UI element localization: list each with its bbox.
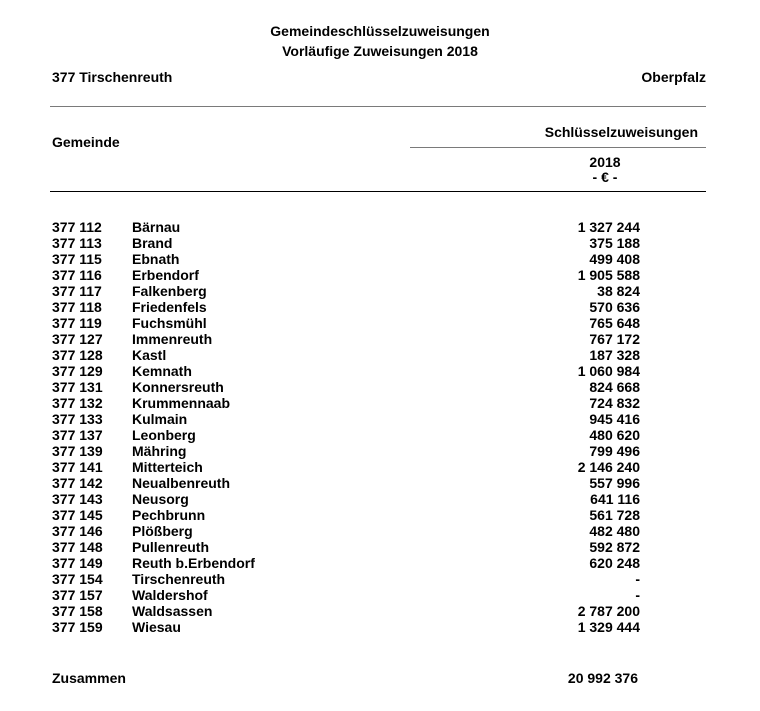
municipality-name: Krummennaab	[132, 395, 231, 411]
allocation-value: 1 327 244	[577, 219, 640, 235]
table-row	[52, 507, 640, 523]
municipality-code: 377 139	[52, 443, 103, 459]
table-row	[52, 427, 640, 443]
allocation-value: 799 496	[589, 443, 640, 459]
table-row	[52, 299, 640, 315]
municipality-code: 377 148	[52, 539, 103, 555]
table-row	[52, 347, 640, 363]
table-row	[52, 267, 640, 283]
table-row	[52, 379, 640, 395]
document-subtitle: Vorläufige Zuweisungen 2018	[282, 43, 478, 59]
municipality-code: 377 145	[52, 507, 103, 523]
allocation-value: 38 824	[597, 283, 640, 299]
municipality-name: Wiesau	[132, 619, 181, 635]
municipality-name: Kulmain	[132, 411, 188, 427]
allocation-value: 375 188	[589, 235, 640, 251]
municipality-name: Immenreuth	[132, 331, 213, 347]
municipality-code: 377 117	[52, 283, 102, 299]
table-row	[52, 523, 640, 539]
allocation-value: 724 832	[589, 395, 640, 411]
municipality-code: 377 128	[52, 347, 103, 363]
municipality-name: Waldsassen	[132, 603, 213, 619]
allocation-value: 482 480	[589, 523, 640, 539]
table-row	[52, 283, 640, 299]
municipality-name: Friedenfels	[132, 299, 207, 315]
column-header-year: 2018	[589, 154, 621, 170]
column-header-unit: - € -	[592, 169, 618, 185]
municipality-name: Kemnath	[132, 363, 192, 379]
table-row	[52, 331, 640, 347]
table-row	[52, 555, 640, 571]
allocation-value: 480 620	[589, 427, 640, 443]
municipality-name: Waldershof	[132, 587, 208, 603]
municipality-code: 377 146	[52, 523, 103, 539]
table-row	[52, 251, 640, 267]
table-row	[52, 235, 640, 251]
municipality-name: Pullenreuth	[132, 539, 210, 555]
table-row	[52, 539, 640, 555]
table-row	[52, 315, 640, 331]
municipality-code: 377 129	[52, 363, 103, 379]
total-value: 20 992 376	[567, 670, 638, 686]
allocation-value: 570 636	[589, 299, 640, 315]
allocation-value: 187 328	[589, 347, 640, 363]
municipality-name: Bärnau	[132, 219, 181, 235]
table-row	[52, 459, 640, 475]
municipality-code: 377 137	[52, 427, 103, 443]
municipality-code: 377 143	[52, 491, 103, 507]
municipality-code: 377 113	[52, 235, 102, 251]
allocation-value: 620 248	[589, 555, 640, 571]
municipality-code: 377 158	[52, 603, 103, 619]
municipality-name: Fuchsmühl	[132, 315, 207, 331]
municipality-code: 377 142	[52, 475, 103, 491]
allocation-value: 499 408	[589, 251, 640, 267]
column-header-schluesselzuweisungen: Schlüsselzuweisungen	[544, 124, 698, 140]
allocation-value: 2 787 200	[577, 603, 640, 619]
municipality-name: Brand	[132, 235, 173, 251]
municipality-name: Erbendorf	[132, 267, 199, 283]
header-divider-top	[50, 106, 706, 107]
municipality-code: 377 127	[52, 331, 103, 347]
table-row	[52, 603, 640, 619]
table-row	[52, 587, 640, 603]
table-row	[52, 571, 640, 587]
table-row	[52, 219, 640, 235]
municipality-name: Ebnath	[132, 251, 180, 267]
municipality-name: Neualbenreuth	[132, 475, 231, 491]
municipality-name: Plößberg	[132, 523, 193, 539]
allocation-value: 2 146 240	[577, 459, 640, 475]
total-label: Zusammen	[52, 670, 126, 686]
document-title: Gemeindeschlüsselzuweisungen	[270, 23, 490, 39]
district-label: 377 Tirschenreuth	[52, 69, 173, 85]
municipality-name: Reuth b.Erbendorf	[132, 555, 255, 571]
municipality-code: 377 159	[52, 619, 103, 635]
municipality-name: Leonberg	[132, 427, 196, 443]
municipality-code: 377 141	[52, 459, 103, 475]
table-row	[52, 395, 640, 411]
allocation-value: 824 668	[589, 379, 640, 395]
column-group-divider	[410, 147, 706, 148]
column-header-gemeinde: Gemeinde	[52, 134, 120, 150]
allocation-value: 765 648	[589, 315, 640, 331]
allocation-value: 592 872	[589, 539, 640, 555]
allocation-value: 561 728	[589, 507, 640, 523]
municipality-name: Tirschenreuth	[132, 571, 226, 587]
allocation-value: 557 996	[589, 475, 640, 491]
header-divider-bottom	[50, 191, 706, 192]
municipality-name: Mähring	[132, 443, 187, 459]
municipality-code: 377 157	[52, 587, 103, 603]
table-row	[52, 443, 640, 459]
municipality-code: 377 112	[52, 219, 102, 235]
municipality-code: 377 115	[52, 251, 102, 267]
municipality-table	[52, 219, 640, 635]
allocation-value: 1 060 984	[577, 363, 640, 379]
municipality-code: 377 149	[52, 555, 103, 571]
municipality-name: Neusorg	[132, 491, 189, 507]
allocation-value: 945 416	[589, 411, 640, 427]
allocation-value: 767 172	[589, 331, 640, 347]
municipality-code: 377 132	[52, 395, 103, 411]
table-row	[52, 619, 640, 635]
allocation-value: -	[635, 587, 640, 603]
municipality-name: Konnersreuth	[132, 379, 224, 395]
allocation-value: 641 116	[590, 491, 640, 507]
municipality-code: 377 116	[52, 267, 102, 283]
municipality-name: Falkenberg	[132, 283, 207, 299]
allocation-value: 1 905 588	[577, 267, 640, 283]
municipality-name: Pechbrunn	[132, 507, 206, 523]
municipality-code: 377 154	[52, 571, 103, 587]
table-row	[52, 475, 640, 491]
table-row	[52, 411, 640, 427]
municipality-code: 377 133	[52, 411, 103, 427]
allocation-value: 1 329 444	[577, 619, 640, 635]
region-label: Oberpfalz	[641, 69, 706, 85]
municipality-name: Mitterteich	[132, 459, 203, 475]
municipality-code: 377 119	[52, 315, 102, 331]
table-row	[52, 491, 640, 507]
municipality-code: 377 131	[52, 379, 103, 395]
table-row	[52, 363, 640, 379]
municipality-name: Kastl	[132, 347, 167, 363]
allocation-value: -	[635, 571, 640, 587]
municipality-code: 377 118	[52, 299, 102, 315]
